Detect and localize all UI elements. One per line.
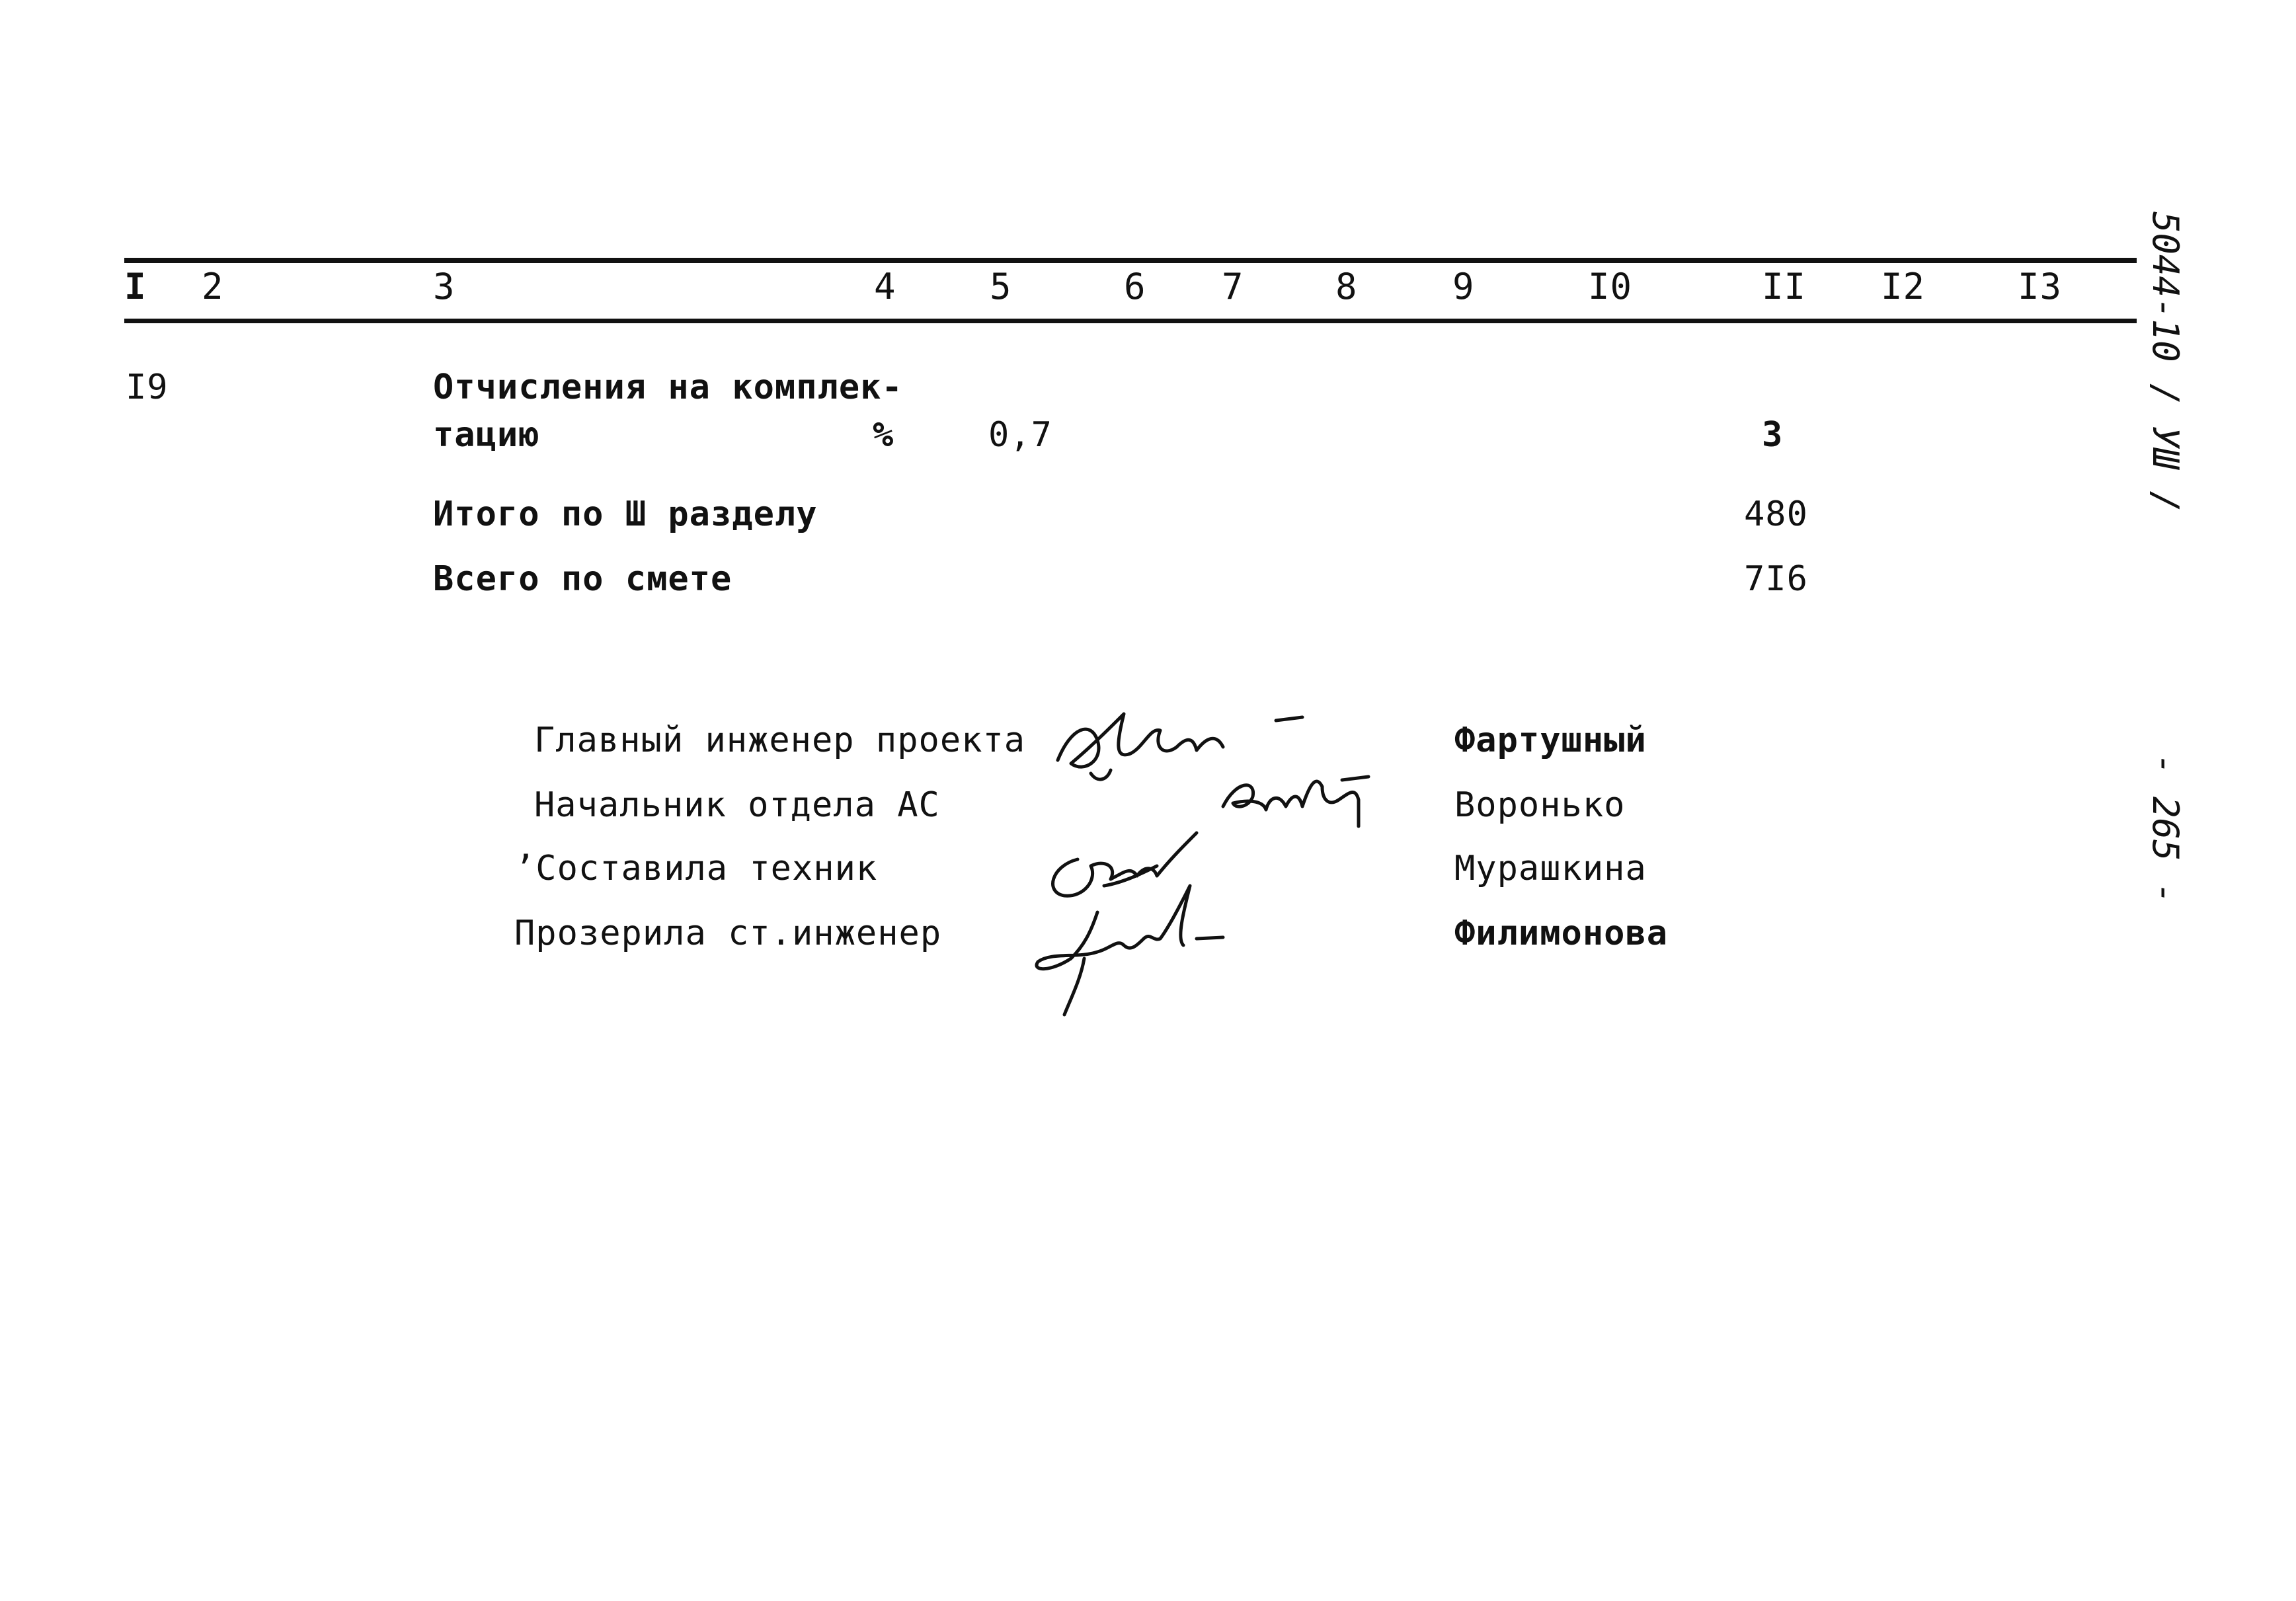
margin-page-number: - 265 - xyxy=(2145,754,2186,904)
row-number: I9 xyxy=(126,368,169,407)
column-header-3: 3 xyxy=(433,266,455,307)
signature-scribble-department-head xyxy=(1216,767,1388,840)
total-label-estimate: Всего по смете xyxy=(433,559,732,599)
signature-name-senior-engineer: Филимонова xyxy=(1454,914,1669,953)
column-header-9: 9 xyxy=(1452,266,1475,307)
signature-role-department-head: Начальник отдела АС xyxy=(534,785,940,825)
column-header-4: 4 xyxy=(874,266,896,307)
row-rate: 0,7 xyxy=(988,415,1052,455)
row-cost: 3 xyxy=(1762,415,1784,455)
row-unit: % xyxy=(873,415,894,455)
column-header-1: I xyxy=(124,266,147,307)
signature-role-senior-engineer: Прозерила ст.инженер xyxy=(514,914,942,953)
column-header-5: 5 xyxy=(990,266,1012,307)
row-name-line1: Отчисления на комплек- xyxy=(433,368,903,407)
signature-role-technician: ’Составила техник xyxy=(514,849,878,888)
signature-scribble-senior-engineer xyxy=(1025,886,1243,1018)
total-value-section: 480 xyxy=(1744,494,1808,534)
total-value-estimate: 7I6 xyxy=(1744,559,1808,599)
column-header-6: 6 xyxy=(1124,266,1146,307)
margin-document-code: 5044-10 / УШ / xyxy=(2145,212,2186,513)
signature-name-department-head: Воронько xyxy=(1454,785,1626,825)
signature-name-technician: Мурашкина xyxy=(1454,849,1647,888)
header-bottom-rule xyxy=(124,319,2137,323)
column-header-2: 2 xyxy=(202,266,224,307)
signature-name-chief-engineer: Фартушный xyxy=(1454,721,1647,760)
column-header-11: II xyxy=(1762,266,1807,307)
signature-role-chief-engineer: Главный инженер проекта xyxy=(534,721,1026,760)
column-header-7: 7 xyxy=(1222,266,1244,307)
total-label-section: Итого по Ш разделу xyxy=(433,494,818,534)
row-name-line2: тацию xyxy=(433,415,540,455)
column-header-12: I2 xyxy=(1881,266,1926,307)
header-top-rule xyxy=(124,258,2137,263)
column-header-13: I3 xyxy=(2018,266,2063,307)
column-header-10: I0 xyxy=(1588,266,1633,307)
column-header-8: 8 xyxy=(1335,266,1358,307)
